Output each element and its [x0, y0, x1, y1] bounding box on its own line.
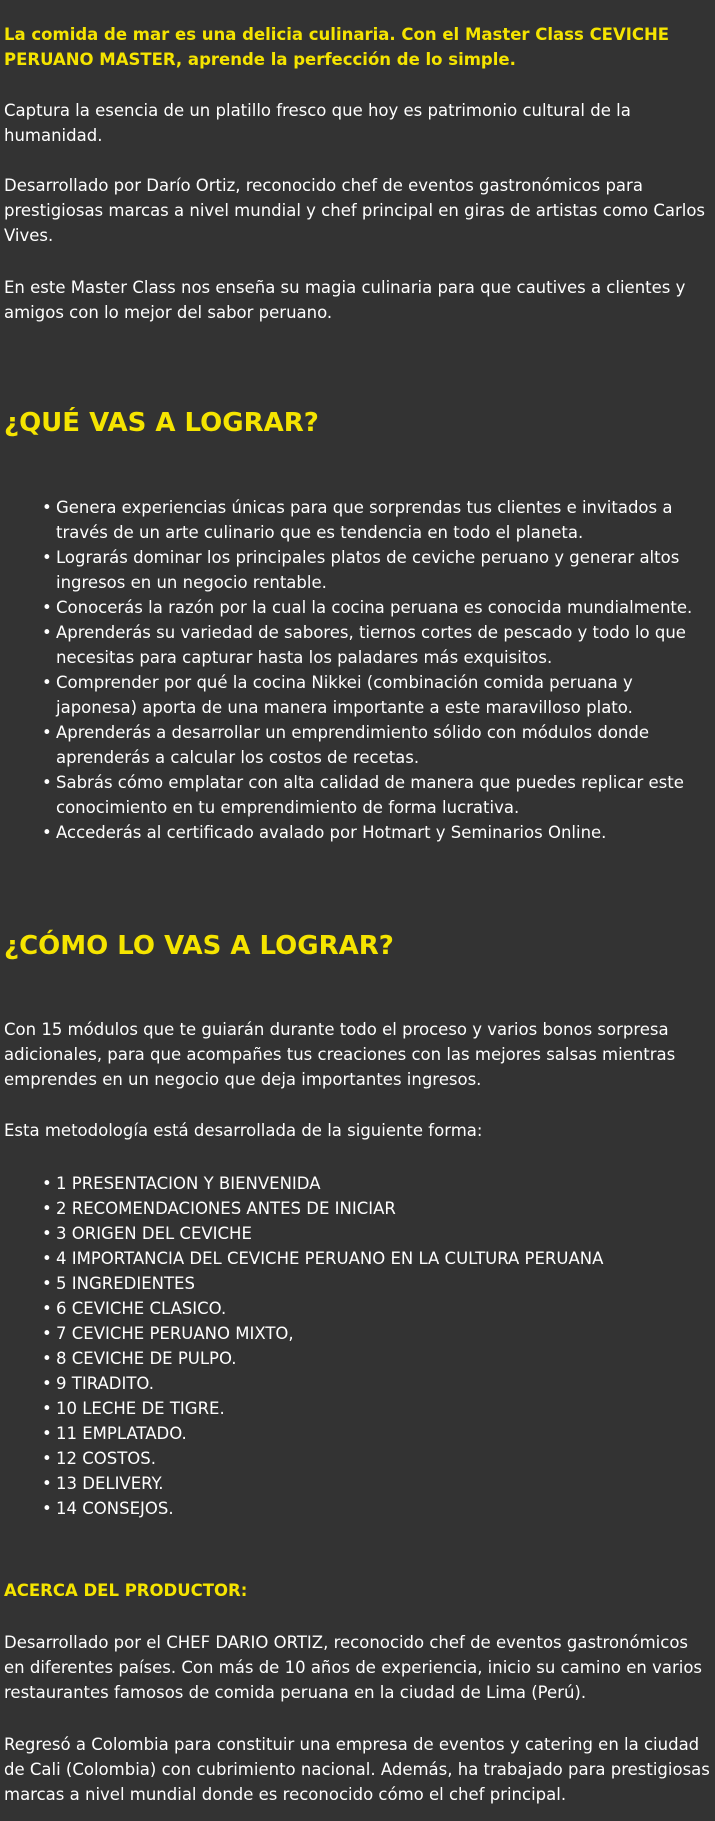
list-item: • 9 TIRADITO. — [42, 1371, 712, 1396]
list-item: • 3 ORIGEN DEL CEVICHE — [42, 1221, 712, 1246]
intro-paragraph-2: Desarrollado por Darío Ortiz, reconocido chef de eventos gastronómicos para prestigiosas marcas a nivel mundial y chef principal en giras de artistas como Carlos Vives. — [4, 176, 706, 245]
list-item: • 1 PRESENTACION Y BIENVENIDA — [42, 1171, 712, 1196]
list-item: • Aprenderás su variedad de sabores, tiernos cortes de pescado y todo lo que necesitas para capturar hasta los paladares más exquisitos. — [42, 620, 712, 670]
list-item: • Genera experiencias únicas para que sorprendas tus clientes e invitados a través de un arte culinario que es tendencia en todo el planeta. — [42, 495, 712, 545]
list-item: • 12 COSTOS. — [42, 1446, 712, 1471]
list-item: • Aprenderás a desarrollar un emprendimiento sólido con módulos donde aprenderás a calcular los costos de recetas. — [42, 720, 712, 770]
list-item: • 8 CEVICHE DE PULPO. — [42, 1346, 712, 1371]
achieve-heading: ¿QUÉ VAS A LOGRAR? — [4, 408, 319, 438]
list-item: • 4 IMPORTANCIA DEL CEVICHE PERUANO EN LA CULTURA PERUANA — [42, 1246, 712, 1271]
list-item: • 11 EMPLATADO. — [42, 1421, 712, 1446]
list-item: • 5 INGREDIENTES — [42, 1271, 712, 1296]
list-item: • 10 LECHE DE TIGRE. — [42, 1396, 712, 1421]
list-item: • Sabrás cómo emplatar con alta calidad de manera que puedes replicar este conocimiento en tu emprendimiento de forma lucrativa. — [42, 770, 712, 820]
how-heading: ¿CÓMO LO VAS A LOGRAR? — [4, 931, 394, 961]
intro-headline: La comida de mar es una delicia culinaria. Con el Master Class CEVICHE PERUANO MASTER, aprende la perfección de lo simple. — [4, 25, 670, 69]
list-item: • Lograrás dominar los principales platos de ceviche peruano y generar altos ingresos en un negocio rentable. — [42, 545, 712, 595]
list-item: • 2 RECOMENDACIONES ANTES DE INICIAR — [42, 1196, 712, 1221]
about-paragraph-2: Regresó a Colombia para constituir una empresa de eventos y catering en la ciudad de Cali (Colombia) con cubrimiento nacional. Además, ha trabajado para prestigiosas marcas a nivel mundial donde es reconocido cómo el chef principal. — [4, 1735, 710, 1804]
list-item: • 7 CEVICHE PERUANO MIXTO, — [42, 1321, 712, 1346]
how-paragraph-2: Esta metodología está desarrollada de la siguiente forma: — [4, 1121, 483, 1140]
how-paragraph-1: Con 15 módulos que te guiarán durante todo el proceso y varios bonos sorpresa adicionales, para que acompañes tus creaciones con las mejores salsas mientras emprendes en un negocio que deja importantes ingresos. — [4, 1020, 676, 1089]
list-item: • Conocerás la razón por la cual la cocina peruana es conocida mundialmente. — [42, 595, 712, 620]
intro-paragraph-1: Captura la esencia de un platillo fresco que hoy es patrimonio cultural de la humanidad. — [4, 101, 631, 145]
achieve-list — [42, 495, 712, 845]
about-heading: ACERCA DEL PRODUCTOR: — [4, 1581, 248, 1600]
modules-list — [42, 1171, 712, 1521]
list-item: • Comprender por qué la cocina Nikkei (combinación comida peruana y japonesa) aporta de una manera importante a este maravilloso plato. — [42, 670, 712, 720]
list-item: • 6 CEVICHE CLASICO. — [42, 1296, 712, 1321]
list-item: • Accederás al certificado avalado por Hotmart y Seminarios Online. — [42, 820, 712, 845]
list-item: • 13 DELIVERY. — [42, 1471, 712, 1496]
list-item: • 14 CONSEJOS. — [42, 1496, 712, 1521]
intro-paragraph-3: En este Master Class nos enseña su magia culinaria para que cautives a clientes y amigos con lo mejor del sabor peruano. — [4, 278, 686, 322]
about-paragraph-1: Desarrollado por el CHEF DARIO ORTIZ, reconocido chef de eventos gastronómicos en diferentes países. Con más de 10 años de experiencia, inicio su camino en varios restaurantes famosos de comida peruana en la ciudad de Lima (Perú). — [4, 1633, 703, 1702]
